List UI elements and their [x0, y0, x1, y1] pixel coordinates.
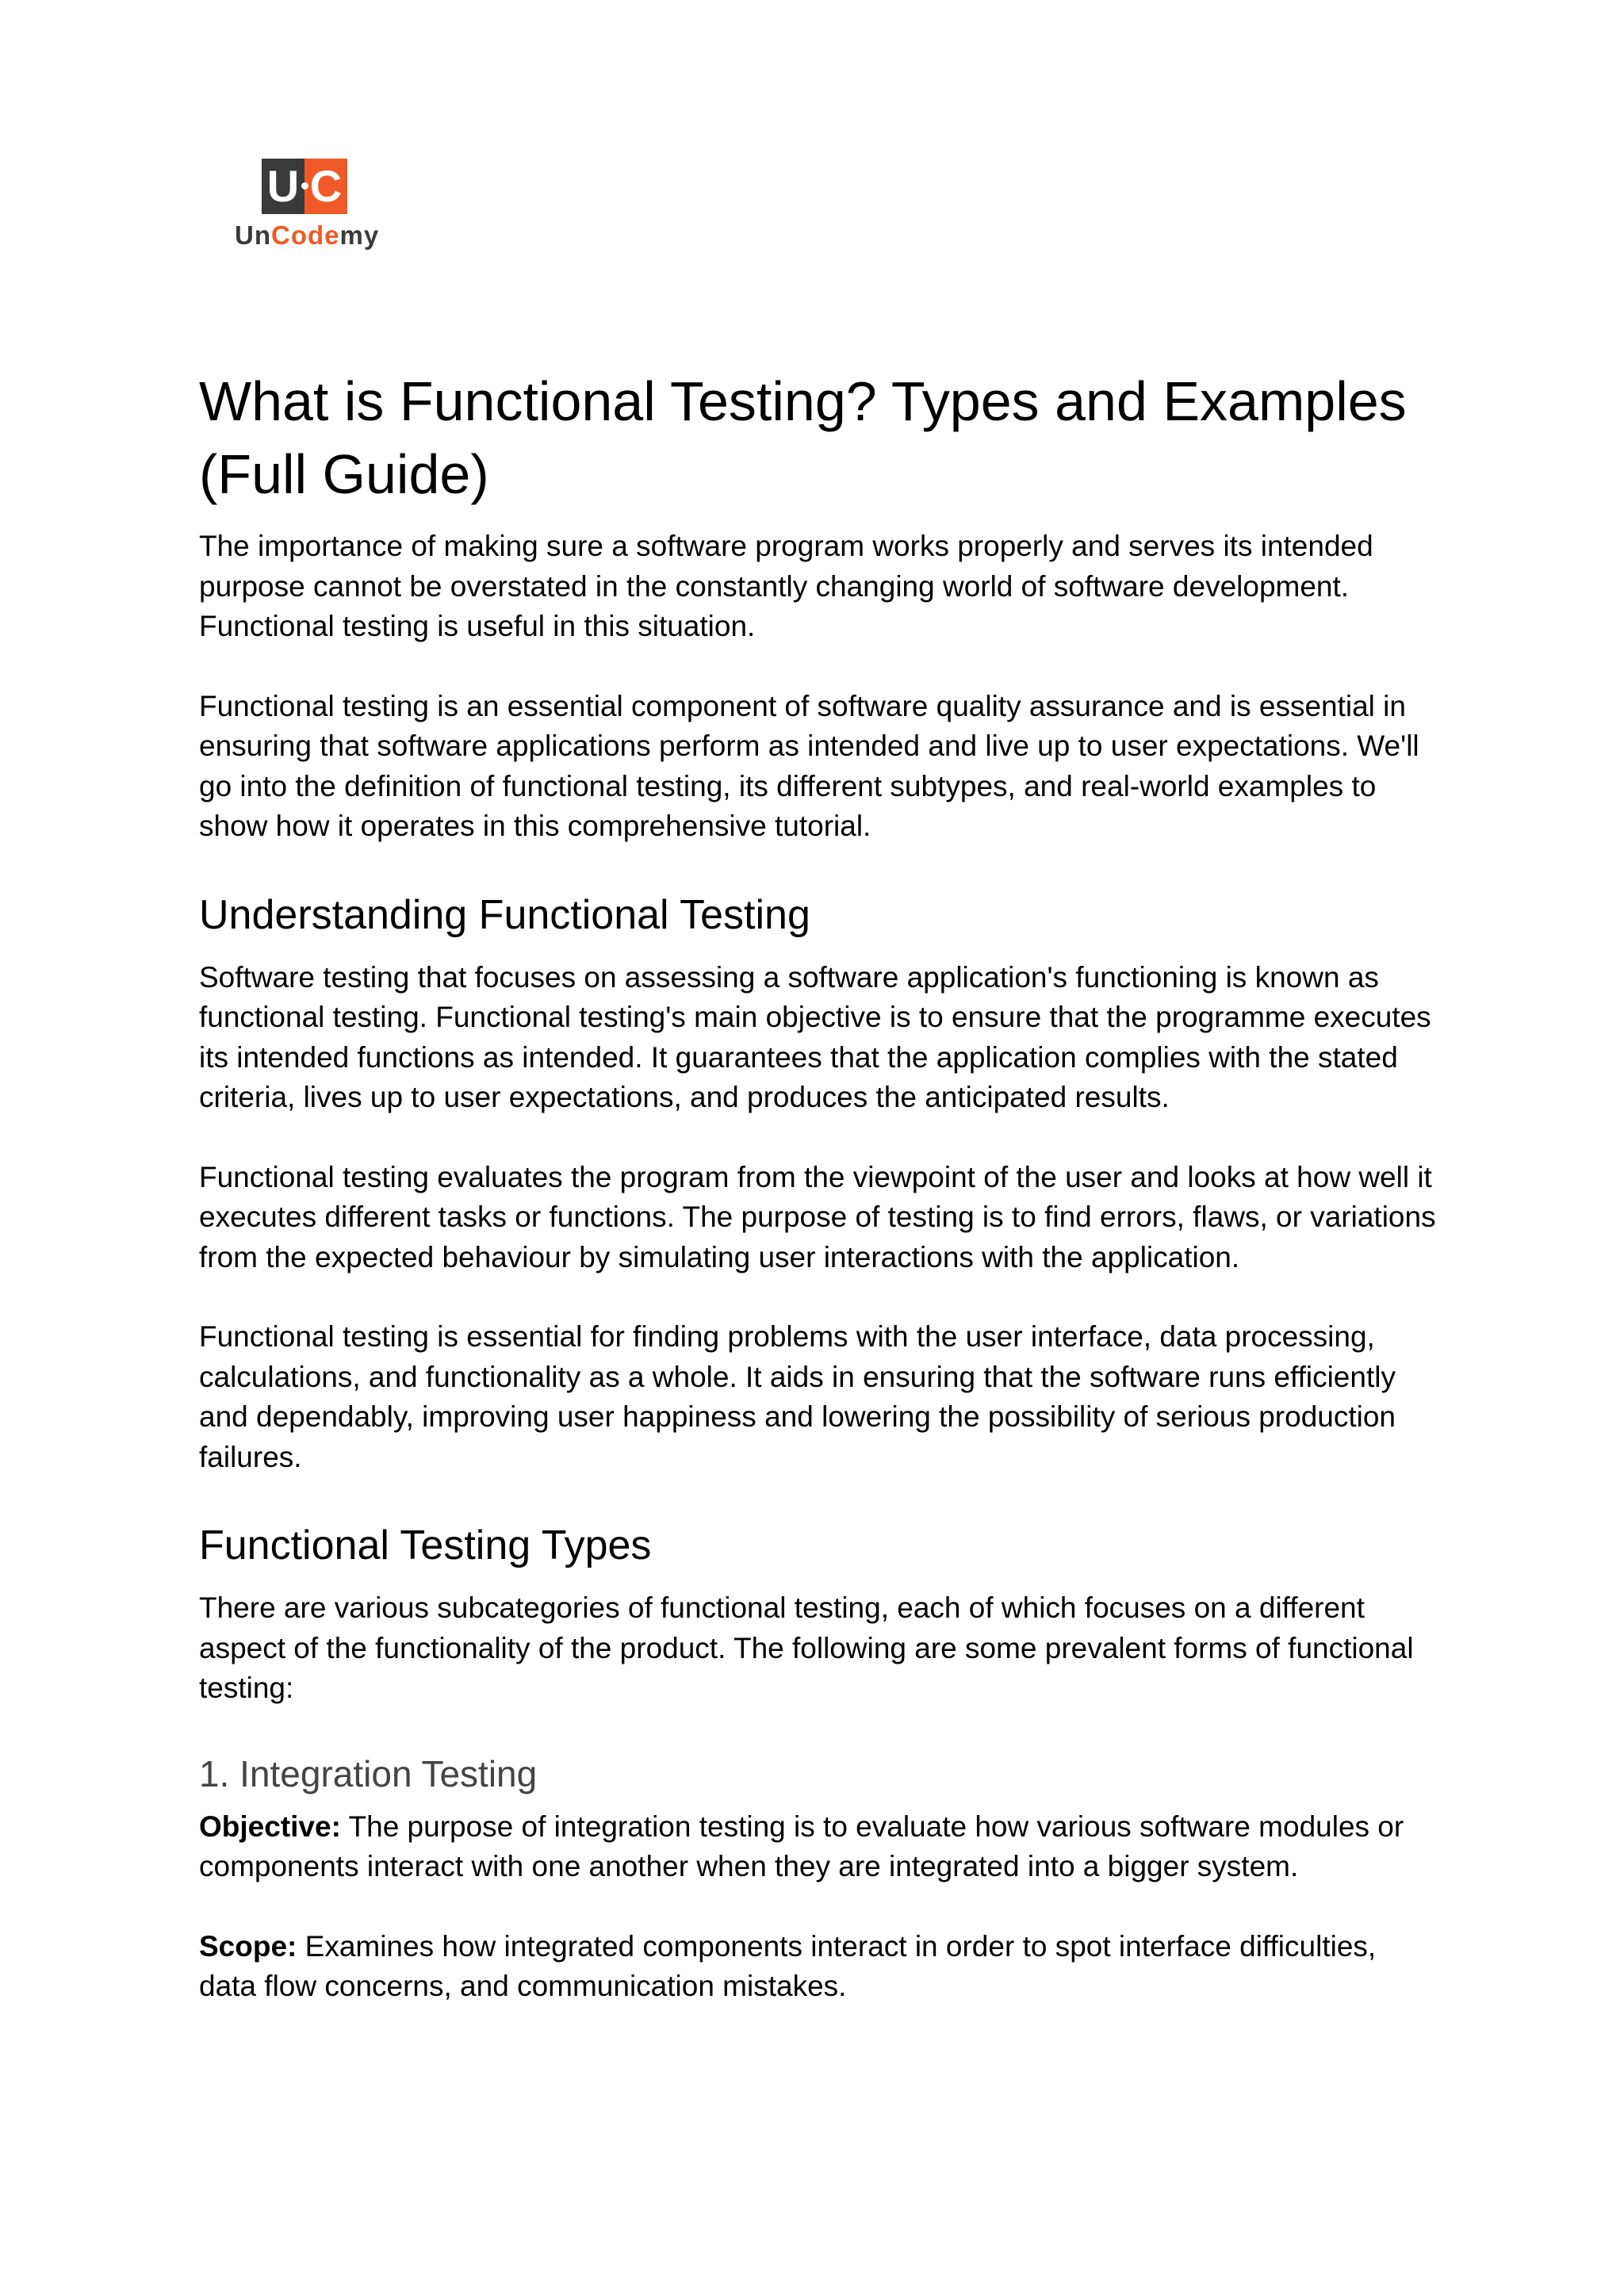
scope-paragraph: [199, 1927, 1436, 2007]
section1-paragraph-1: Software testing that focuses on assessing a software application's functioning is known as functional testing. Functional testing's main objective is to ensure that the programme executes its intended functions as intended. It guarantees that the application complies with the stated criteria, lives up to user expectations, and produces the anticipated results.: [199, 960, 1431, 1113]
objective-paragraph: [199, 1807, 1436, 1887]
logo-letter-c: C: [304, 159, 347, 214]
logo-letter-u: U: [262, 159, 304, 214]
section1-paragraph-2: Functional testing evaluates the program from the viewpoint of the user and looks at how well it executes different tasks or functions. The purpose of testing is to find errors, flaws, or variations from the expected behaviour by simulating user interactions with the application.: [199, 1160, 1436, 1273]
scope-label: Scope:: [199, 1929, 297, 1963]
logo-wordmark: UnCodemy: [235, 220, 380, 250]
section-heading-types: Functional Testing Types: [199, 1522, 652, 1568]
objective-label: Objective:: [199, 1810, 341, 1843]
article-body: [199, 365, 1436, 2007]
section1-paragraph-3: Functional testing is essential for finding problems with the user interface, data processing, calculations, and functionality as a whole. It aids in ensuring that the software runs efficiently and dependably, improving user happiness and lowering the possibility of serious production failures.: [199, 1320, 1396, 1473]
section-heading-understanding: Understanding Functional Testing: [199, 891, 810, 938]
scope-text: Examines how integrated components interact in order to spot interface difficulties, data flow concerns, and communication mistakes.: [199, 1929, 1377, 2002]
objective-text: The purpose of integration testing is to evaluate how various software modules or components interact with one another when they are integrated into a bigger system.: [199, 1810, 1404, 1882]
page-title: What is Functional Testing? Types and Examples (Full Guide): [199, 370, 1407, 505]
brand-logo[interactable]: [235, 159, 385, 254]
subsection-heading-integration: 1. Integration Testing: [199, 1752, 538, 1794]
logo-dot: [301, 182, 308, 190]
logo-mark: [262, 159, 347, 214]
section2-intro: There are various subcategories of functional testing, each of which focuses on a different aspect of the functionality of the product. The following are some prevalent forms of functional testing:: [199, 1591, 1414, 1704]
intro-paragraph-2: Functional testing is an essential component of software quality assurance and is essential in ensuring that software applications perform as intended and live up to user expectations. We'll go into the definition of functional testing, its different subtypes, and real-world examples to show how it operates in this comprehensive tutorial.: [199, 689, 1419, 842]
intro-paragraph-1: The importance of making sure a software program works properly and serves its intended purpose cannot be overstated in the constantly changing world of software development. Functional testing is useful in this situation.: [199, 530, 1373, 642]
